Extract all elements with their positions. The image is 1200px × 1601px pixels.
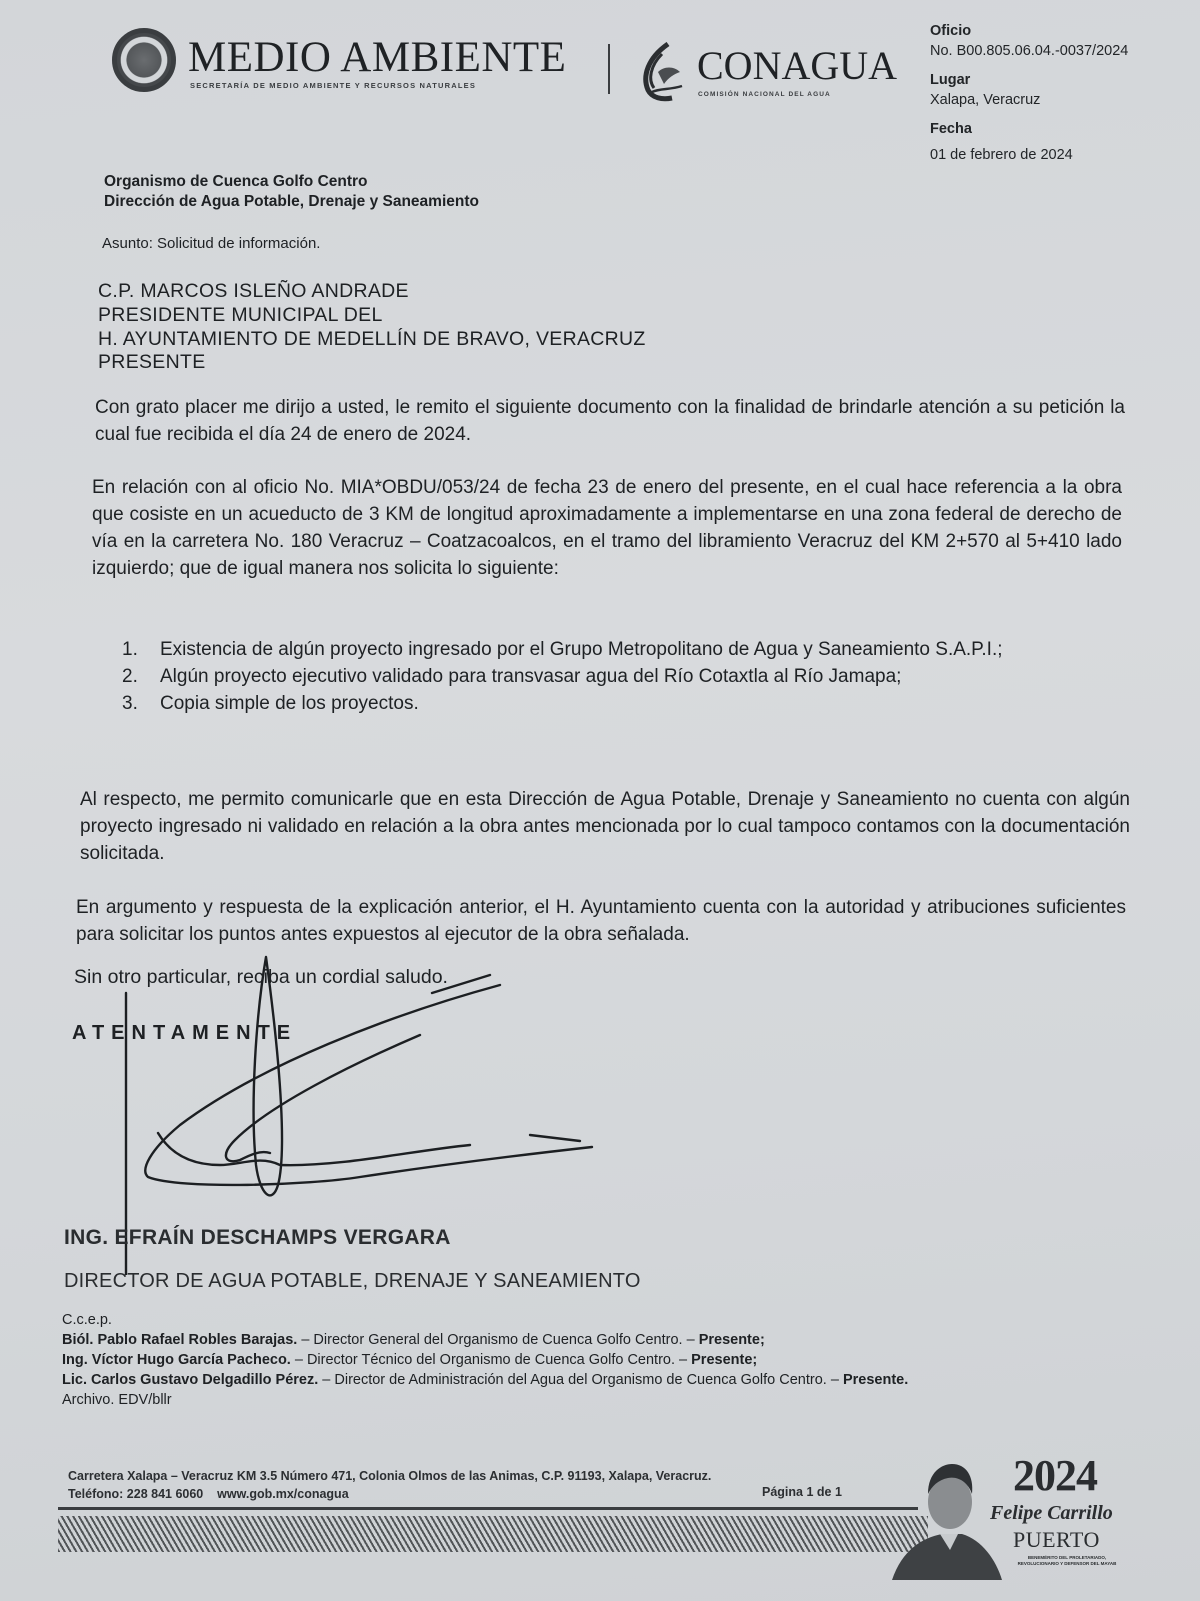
archive-reference: Archivo. EDV/bllr: [62, 1392, 172, 1408]
recipient-position: PRESIDENTE MUNICIPAL DEL: [98, 303, 383, 326]
sender-block: [104, 172, 479, 212]
ccp-label: C.c.e.p.: [62, 1312, 112, 1328]
document-metadata: [930, 22, 1128, 175]
fecha-label: Fecha: [930, 121, 972, 138]
ccp-entry: [62, 1330, 908, 1350]
year-badge-motto: BENEMÉRITO DEL PROLETARIADO, REVOLUCIONARIO Y DEFENSOR DEL MAYAB: [1017, 1555, 1117, 1566]
conagua-subtitle: COMISIÓN NACIONAL DEL AGUA: [698, 91, 831, 98]
oficio-label: Oficio: [930, 23, 972, 39]
year-badge-name: Felipe Carrillo: [990, 1502, 1113, 1524]
request-list: [122, 636, 1132, 717]
year-badge-surname: PUERTO: [1013, 1527, 1100, 1552]
mexico-coat-of-arms-icon: [112, 28, 176, 92]
subject-line: Asunto: Solicitud de información.: [102, 235, 321, 252]
valediction: ATENTAMENTE: [72, 1022, 298, 1044]
list-item-number: 3.: [122, 693, 138, 714]
list-item-number: 1.: [122, 639, 138, 660]
list-item-text: Existencia de algún proyecto ingresado por el Grupo Metropolitano de Agua y Saneamiento S.A.P.I.;: [160, 639, 1003, 660]
secretaria-title: MEDIO AMBIENTE: [188, 34, 567, 81]
ccp-role: – Director Técnico del Organismo de Cuenca Golfo Centro. –: [290, 1352, 692, 1368]
list-item-text: Copia simple de los proyectos.: [160, 693, 419, 714]
ccp-status: Presente;: [698, 1332, 765, 1348]
list-item: [122, 636, 1132, 663]
ccp-role: – Director General del Organismo de Cuenca Golfo Centro. –: [297, 1332, 699, 1348]
ccp-name: Lic. Carlos Gustavo Delgadillo Pérez.: [62, 1372, 319, 1388]
decorative-pattern-band: [58, 1516, 928, 1552]
ccp-entry: [62, 1350, 908, 1370]
header-divider: [608, 44, 610, 94]
signer-name: ING. EFRAÍN DESCHAMPS VERGARA: [64, 1226, 451, 1249]
year-badge-year: 2024: [1013, 1451, 1097, 1500]
conagua-wave-logo-icon: [638, 42, 686, 102]
ccp-status: Presente.: [842, 1372, 909, 1388]
ccp-entry: [62, 1370, 908, 1390]
footer-phone-website: Teléfono: 228 841 6060 www.gob.mx/conagua: [68, 1487, 349, 1501]
ccp-status: Presente;: [691, 1352, 758, 1368]
ccp-role: – Director de Administración del Agua del Organismo de Cuenca Golfo Centro. –: [318, 1372, 843, 1388]
body-paragraph-4: En argumento y respuesta de la explicación anterior, el H. Ayuntamiento cuenta con la autoridad y atribuciones suficientes para solicitar los puntos antes expuestos al ejecutor de la obra señalada.: [76, 897, 1126, 945]
ccp-name: Biól. Pablo Rafael Robles Barajas.: [62, 1332, 298, 1348]
closing-line: Sin otro particular, reciba un cordial saludo.: [74, 966, 448, 988]
ccp-name: Ing. Víctor Hugo García Pacheco.: [62, 1352, 291, 1368]
secretaria-subtitle: SECRETARÍA DE MEDIO AMBIENTE Y RECURSOS NATURALES: [190, 81, 477, 90]
felipe-carrillo-portrait-icon: [892, 1450, 1002, 1580]
sender-department: Dirección de Agua Potable, Drenaje y Saneamiento: [104, 193, 479, 211]
body-paragraph-1: Con grato placer me dirijo a usted, le remito el siguiente documento con la finalidad de brindarle atención a su petición la cual fue recibida el día 24 de enero de 2024.: [95, 397, 1125, 445]
lugar-value: Xalapa, Veracruz: [930, 91, 1041, 108]
sender-organization: Organismo de Cuenca Golfo Centro: [104, 173, 368, 190]
footer-address: Carretera Xalapa – Veracruz KM 3.5 Número 471, Colonia Olmos de las Animas, C.P. 91193, Xalapa, Veracruz.: [68, 1469, 712, 1483]
list-item-number: 2.: [122, 666, 138, 687]
footer-contact: [68, 1467, 711, 1503]
page-number: Página 1 de 1: [762, 1485, 842, 1499]
list-item: [122, 690, 1132, 717]
oficio-number: No. B00.805.06.04.-0037/2024: [930, 42, 1129, 59]
recipient-institution: H. AYUNTAMIENTO DE MEDELLÍN DE BRAVO, VERACRUZ: [98, 327, 646, 350]
recipient-name: C.P. MARCOS ISLEÑO ANDRADE: [98, 280, 409, 302]
lugar-label: Lugar: [930, 72, 971, 89]
recipient-block: [98, 280, 646, 375]
recipient-presente: PRESENTE: [98, 351, 206, 374]
body-paragraph-3: Al respecto, me permito comunicarle que en esta Dirección de Agua Potable, Drenaje y Saneamiento no cuenta con algún proyecto ingresado ni validado en relación a la obra antes mencionada por lo cual tampoco contamos con la documentación solicitada.: [80, 789, 1130, 864]
fecha-value: 01 de febrero de 2024: [930, 146, 1073, 163]
list-item: [122, 663, 1132, 690]
signer-title: DIRECTOR DE AGUA POTABLE, DRENAJE Y SANEAMIENTO: [64, 1270, 641, 1292]
conagua-title: CONAGUA: [697, 43, 897, 88]
list-item-text: Algún proyecto ejecutivo validado para transvasar agua del Río Cotaxtla al Río Jamapa;: [160, 666, 902, 687]
footer-divider: [58, 1507, 918, 1510]
carbon-copy-block: [62, 1310, 908, 1410]
body-paragraph-2: En relación con al oficio No. MIA*OBDU/053/24 de fecha 23 de enero del presente, en el cual hace referencia a la obra que cosiste en un acueducto de 3 KM de longitud aproximadamente a implementarse en una zona federal de derecho de vía en la carretera No. 180 Veracruz – Coatzacoalcos, en el tramo del libramiento Veracruz del KM 2+570 al 5+410 lado izquierdo; que de igual manera nos solicita lo siguiente:: [92, 477, 1122, 579]
